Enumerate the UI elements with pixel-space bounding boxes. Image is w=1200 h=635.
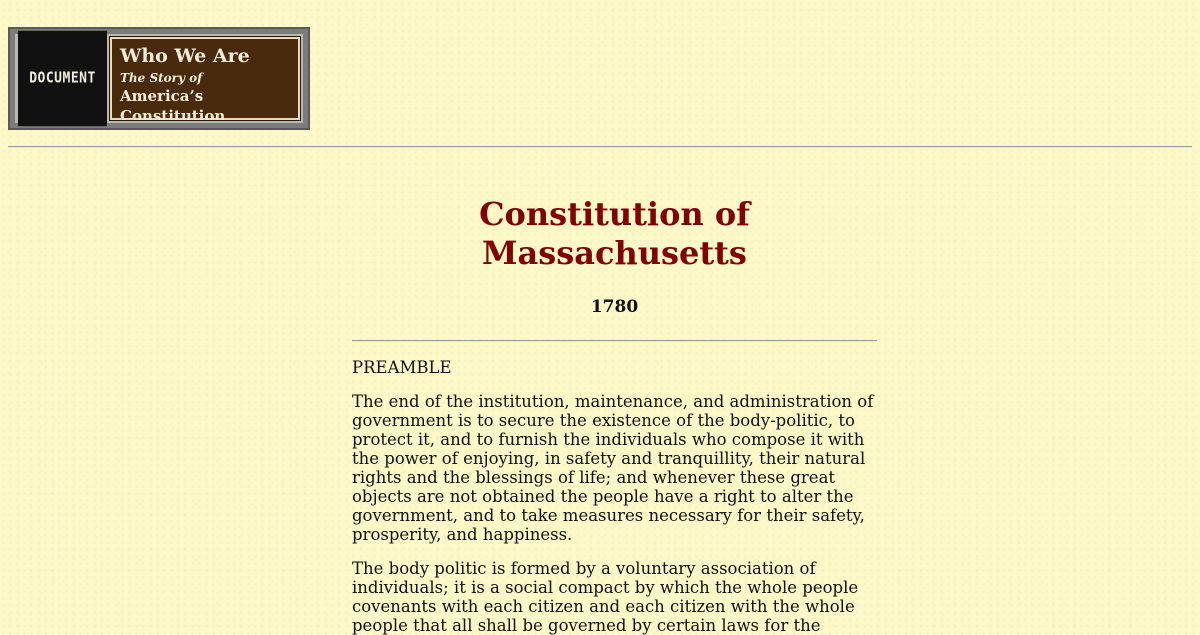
document-year: 1780 [590, 297, 639, 317]
section-heading: PREAMBLE [352, 358, 452, 377]
page-title: Constitution of Massachusetts [479, 195, 750, 272]
document-body [352, 190, 877, 635]
banner-title-box [110, 37, 300, 125]
section-divider [352, 340, 877, 342]
paragraph: The end of the institution, maintenance, and administration of government is to secure the existence of the body-politic, to protect it, and to furnish the individuals who compose it with the power of enjoying, in safety and tranquillity, their natural rights and the blessings of life; and whenever these great objects are not obtained the people have a right to alter the government, and to take measures necessary for their safety, prosperity, and happiness. [352, 392, 874, 544]
banner-title: Who We Are [120, 45, 250, 67]
banner-subtitle: The Story of [120, 71, 203, 85]
document-label-box [18, 31, 107, 126]
document-label: DOCUMENT [29, 69, 96, 88]
banner-frame [15, 34, 303, 123]
site-banner-link[interactable] [8, 27, 310, 130]
banner-tagline: America’s Constitution [120, 87, 226, 125]
paragraph: The body politic is formed by a voluntary association of individuals; it is a social compact by which the whole people covenants with each citizen and each citizen with the whole people that all shall be governed by certain laws for the [352, 559, 859, 635]
header-divider [8, 146, 1192, 148]
